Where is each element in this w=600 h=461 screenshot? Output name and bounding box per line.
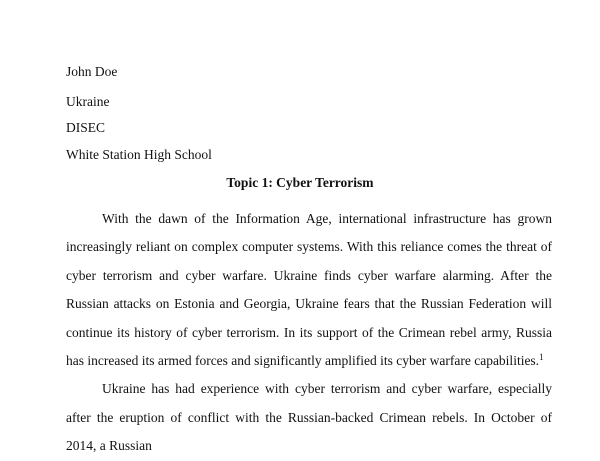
paragraph bbox=[66, 375, 552, 460]
paragraph-text: Ukraine has had experience with cyber terrorism and cyber warfare, especially after the eruption of conflict with the Russian-backed Crimean rebels. In October of 2014, a Russian bbox=[66, 381, 552, 454]
author-name: John Doe bbox=[66, 64, 118, 79]
footnote-marker: 1 bbox=[539, 352, 544, 363]
school-name: White Station High School bbox=[66, 147, 212, 162]
document-body bbox=[66, 205, 552, 461]
paragraph-text: With the dawn of the Information Age, international infrastructure has grown increasingly reliant on complex computer systems. With this reliance comes the threat of cyber terrorism and cyber warfare. Ukraine finds cyber warfare alarming. After the Russian attacks on Estonia and Georgia, Ukraine fears that the Russian Federation will continue its history of cyber terrorism. In its support of the Crimean rebel army, Russia has increased its armed forces and significantly amplified its cyber warfare capabilities. bbox=[66, 211, 552, 369]
paragraph bbox=[66, 205, 552, 375]
committee-name: DISEC bbox=[66, 120, 106, 135]
country-name: Ukraine bbox=[66, 94, 110, 109]
topic-title: Topic 1: Cyber Terrorism bbox=[226, 175, 374, 190]
